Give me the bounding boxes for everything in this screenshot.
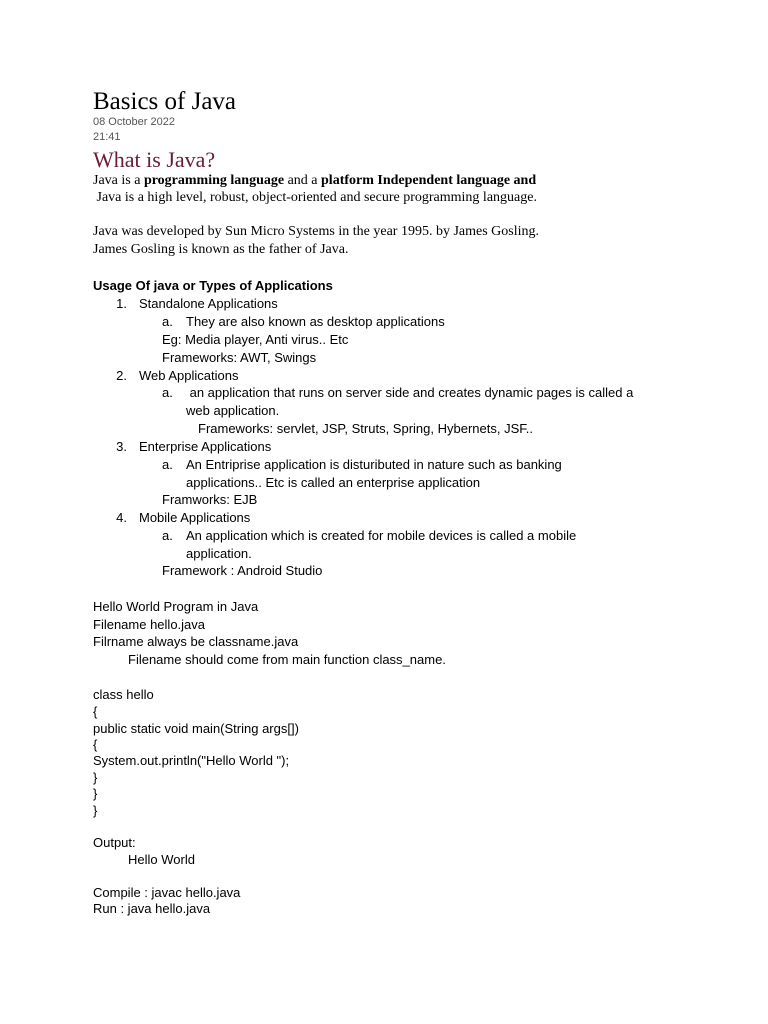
- code-line: }: [93, 786, 98, 801]
- intro-line-1: [93, 172, 536, 189]
- detail-line: Framework : Android Studio: [162, 563, 323, 578]
- output-label: Output:: [93, 835, 136, 850]
- note-date: 08 October 2022: [93, 116, 175, 128]
- code-line: }: [93, 770, 98, 785]
- hello-line: Filename should come from main function class_name.: [128, 652, 446, 667]
- list-number: 3.: [116, 439, 127, 454]
- sub-letter: a.: [162, 314, 173, 329]
- hello-line: Filename hello.java: [93, 617, 206, 632]
- sub-letter: a.: [162, 528, 173, 543]
- code-line: public static void main(String args[]): [93, 721, 299, 736]
- intro-bold-text: programming language: [143, 173, 285, 188]
- run-command: Run : java hello.java: [93, 901, 211, 916]
- sub-item-text: an application that runs on server side and creates dynamic pages is called a: [186, 385, 634, 400]
- sub-item-text: web application.: [186, 403, 280, 418]
- note-title: Basics of Java: [93, 88, 237, 115]
- list-item-title: Standalone Applications: [139, 296, 278, 311]
- list-number: 1.: [116, 296, 127, 311]
- code-line: {: [93, 737, 98, 752]
- code-line: {: [93, 704, 98, 719]
- sub-item-text: An Entriprise application is distuributed in nature such as banking: [186, 457, 562, 472]
- list-item-title: Web Applications: [139, 368, 239, 383]
- intro-line-2: Java is a high level, robust, object-oriented and secure programming language.: [93, 190, 537, 205]
- sub-letter: a.: [162, 385, 173, 400]
- hello-line: Hello World Program in Java: [93, 599, 259, 614]
- list-item-title: Enterprise Applications: [139, 439, 272, 454]
- sub-item-text: They are also known as desktop applications: [186, 314, 445, 329]
- history-line: Java was developed by Sun Micro Systems in the year 1995. by James Gosling.: [93, 224, 539, 239]
- list-number: 2.: [116, 368, 127, 383]
- sub-item-text: application.: [186, 546, 252, 561]
- compile-command: Compile : javac hello.java: [93, 885, 241, 900]
- detail-line: Frameworks: servlet, JSP, Struts, Spring, Hybernets, JSF..: [198, 421, 533, 436]
- detail-line: Framworks: EJB: [162, 492, 258, 507]
- sub-item-text: applications.. Etc is called an enterprise application: [186, 475, 481, 490]
- sub-item-text: An application which is created for mobile devices is called a mobile: [186, 528, 577, 543]
- list-number: 4.: [116, 510, 127, 525]
- code-line: }: [93, 803, 98, 818]
- detail-line: Eg: Media player, Anti virus.. Etc: [162, 332, 349, 347]
- intro-text: Java is a: [93, 173, 144, 188]
- detail-line: Frameworks: AWT, Swings: [162, 350, 317, 365]
- usage-heading: Usage Of java or Types of Applications: [93, 278, 333, 293]
- intro-text: and a: [284, 173, 322, 188]
- note-time: 21:41: [93, 131, 121, 143]
- code-line: System.out.println("Hello World ");: [93, 753, 290, 768]
- sub-letter: a.: [162, 457, 173, 472]
- hello-line: Filrname always be classname.java: [93, 634, 299, 649]
- history-line: James Gosling is known as the father of Java.: [93, 242, 349, 257]
- section-heading: What is Java?: [93, 147, 216, 172]
- output-value: Hello World: [128, 852, 195, 867]
- code-line: class hello: [93, 687, 154, 702]
- list-item-title: Mobile Applications: [139, 510, 251, 525]
- intro-bold-text: platform Independent language and: [321, 173, 537, 188]
